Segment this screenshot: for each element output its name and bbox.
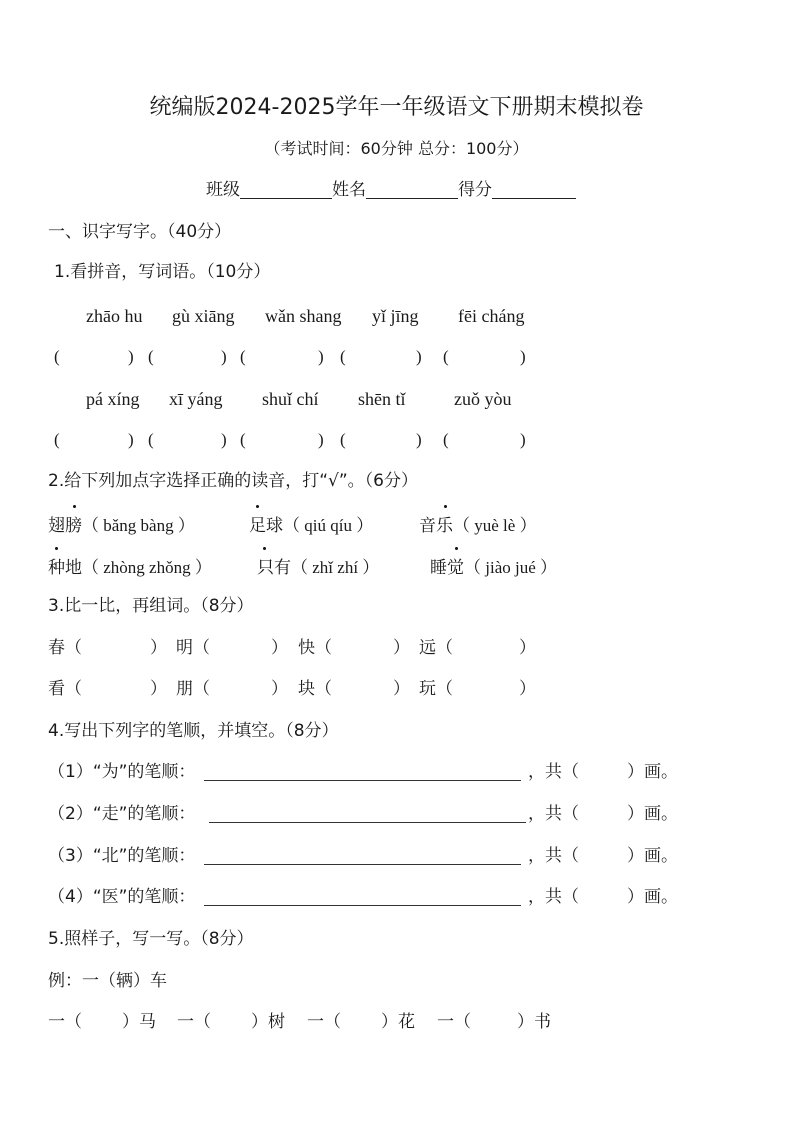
score-label: 得分	[458, 180, 492, 200]
close-paren: ）	[150, 638, 167, 658]
stroke-count-end: ）画。	[627, 846, 678, 866]
choice-item	[249, 517, 373, 535]
measure-word-suffix: ）树	[251, 1012, 285, 1032]
question-1-heading: 1.看拼音，写词语。（10分）	[54, 262, 271, 282]
emphasis-dot	[256, 505, 259, 508]
open-paren: (	[340, 430, 346, 449]
pinyin-options[interactable]: （ bǎng bàng ）	[82, 516, 195, 535]
stroke-order-label: （1）“为”的笔顺：	[48, 762, 196, 782]
pinyin: wǎn shang	[265, 306, 342, 326]
name-label: 姓名	[332, 180, 366, 200]
question-2-heading: 2.给下列加点字选择正确的读音，打“√”。（6分）	[48, 471, 418, 491]
close-paren: ）	[150, 679, 167, 699]
exam-info: （考试时间：60分钟 总分：100分）	[264, 139, 529, 158]
choice-item	[430, 559, 557, 577]
pinyin: zuǒ yòu	[454, 389, 512, 409]
pinyin: pá xíng	[86, 389, 140, 409]
pinyin: fēi cháng	[458, 306, 525, 326]
stroke-order-label: （3）“北”的笔顺：	[48, 846, 196, 866]
section-heading: 一、识字写字。（40分）	[48, 222, 232, 242]
open-paren: (	[54, 430, 60, 449]
word: 足球	[249, 516, 283, 536]
choice-item	[419, 517, 537, 535]
word: 只有	[257, 558, 291, 578]
close-paren: ）	[519, 679, 536, 699]
emphasis-dot	[444, 505, 447, 508]
emphasis-dot	[455, 547, 458, 550]
choice-item	[257, 559, 379, 577]
choice-item	[48, 517, 195, 535]
class-label: 班级	[206, 180, 240, 200]
open-paren: (	[54, 347, 60, 366]
open-paren: (	[148, 347, 154, 366]
pinyin: shēn tǐ	[358, 389, 406, 409]
choice-item	[48, 559, 212, 577]
pinyin: shuǐ chí	[262, 389, 319, 409]
close-paren: )	[128, 347, 134, 366]
pinyin-options[interactable]: （ jiào jué ）	[464, 558, 558, 577]
compare-char: 块（	[298, 679, 332, 699]
open-paren: (	[148, 430, 154, 449]
stroke-count-end: ）画。	[627, 762, 678, 782]
close-paren: ）	[393, 679, 410, 699]
compare-char: 朋（	[176, 679, 210, 699]
compare-char: 春（	[48, 638, 82, 658]
stroke-order-label: （2）“走”的笔顺：	[48, 804, 196, 824]
measure-word-suffix: ）书	[517, 1012, 551, 1032]
word: 种地	[48, 558, 82, 578]
open-paren: (	[240, 347, 246, 366]
pinyin: xī yáng	[169, 389, 223, 409]
word: 睡觉	[430, 558, 464, 578]
measure-word-suffix: ）花	[381, 1012, 415, 1032]
pinyin: gù xiāng	[172, 306, 235, 326]
close-paren: )	[318, 430, 324, 449]
measure-word-suffix: ）马	[122, 1012, 156, 1032]
close-paren: )	[221, 347, 227, 366]
open-paren: (	[240, 430, 246, 449]
close-paren: ）	[393, 638, 410, 658]
stroke-count-end: ）画。	[627, 887, 678, 907]
stroke-order-blank[interactable]	[204, 780, 521, 781]
close-paren: )	[416, 430, 422, 449]
close-paren: )	[128, 430, 134, 449]
stroke-count-label: ，共（	[528, 762, 579, 782]
close-paren: )	[520, 430, 526, 449]
pinyin: yǐ jīng	[372, 306, 419, 326]
close-paren: )	[318, 347, 324, 366]
example-text: 例：一（辆）车	[48, 971, 167, 991]
measure-word-prefix: 一（	[307, 1012, 341, 1032]
compare-char: 明（	[176, 638, 210, 658]
open-paren: (	[443, 347, 449, 366]
question-3-heading: 3.比一比，再组词。（8分）	[48, 596, 254, 616]
question-5-heading: 5.照样子，写一写。（8分）	[48, 929, 254, 949]
question-4-heading: 4.写出下列字的笔顺，并填空。（8分）	[48, 721, 339, 741]
close-paren: )	[221, 430, 227, 449]
open-paren: (	[340, 347, 346, 366]
close-paren: ）	[271, 679, 288, 699]
class-field[interactable]	[240, 182, 332, 199]
close-paren: ）	[519, 638, 536, 658]
stroke-count-label: ，共（	[528, 846, 579, 866]
stroke-count-label: ，共（	[528, 887, 579, 907]
name-field[interactable]	[366, 182, 458, 199]
close-paren: )	[416, 347, 422, 366]
score-field[interactable]	[492, 182, 576, 199]
pinyin-options[interactable]: （ zhòng zhǒng ）	[82, 558, 212, 577]
pinyin-options[interactable]: （ yuè lè ）	[453, 516, 537, 535]
stroke-order-blank[interactable]	[204, 905, 521, 906]
stroke-order-blank[interactable]	[204, 864, 521, 865]
compare-char: 快（	[298, 638, 332, 658]
stroke-order-label: （4）“医”的笔顺：	[48, 887, 196, 907]
close-paren: )	[520, 347, 526, 366]
measure-word-prefix: 一（	[48, 1012, 82, 1032]
open-paren: (	[443, 430, 449, 449]
compare-char: 玩（	[419, 679, 453, 699]
stroke-order-blank[interactable]	[209, 822, 526, 823]
pinyin: zhāo hu	[86, 306, 143, 326]
emphasis-dot	[263, 547, 266, 550]
measure-word-prefix: 一（	[437, 1012, 471, 1032]
compare-char: 远（	[419, 638, 453, 658]
pinyin-options[interactable]: （ qiú qíu ）	[283, 516, 374, 535]
emphasis-dot	[73, 505, 76, 508]
pinyin-options[interactable]: （ zhǐ zhí ）	[291, 558, 380, 577]
stroke-count-end: ）画。	[627, 804, 678, 824]
word: 音乐	[419, 516, 453, 536]
emphasis-dot	[55, 547, 58, 550]
page-title: 统编版2024-2025学年一年级语文下册期末模拟卷	[149, 95, 644, 120]
close-paren: ）	[271, 638, 288, 658]
measure-word-prefix: 一（	[177, 1012, 211, 1032]
stroke-count-label: ，共（	[528, 804, 579, 824]
word: 翅膀	[48, 516, 82, 536]
info-fields	[206, 182, 576, 199]
compare-char: 看（	[48, 679, 82, 699]
